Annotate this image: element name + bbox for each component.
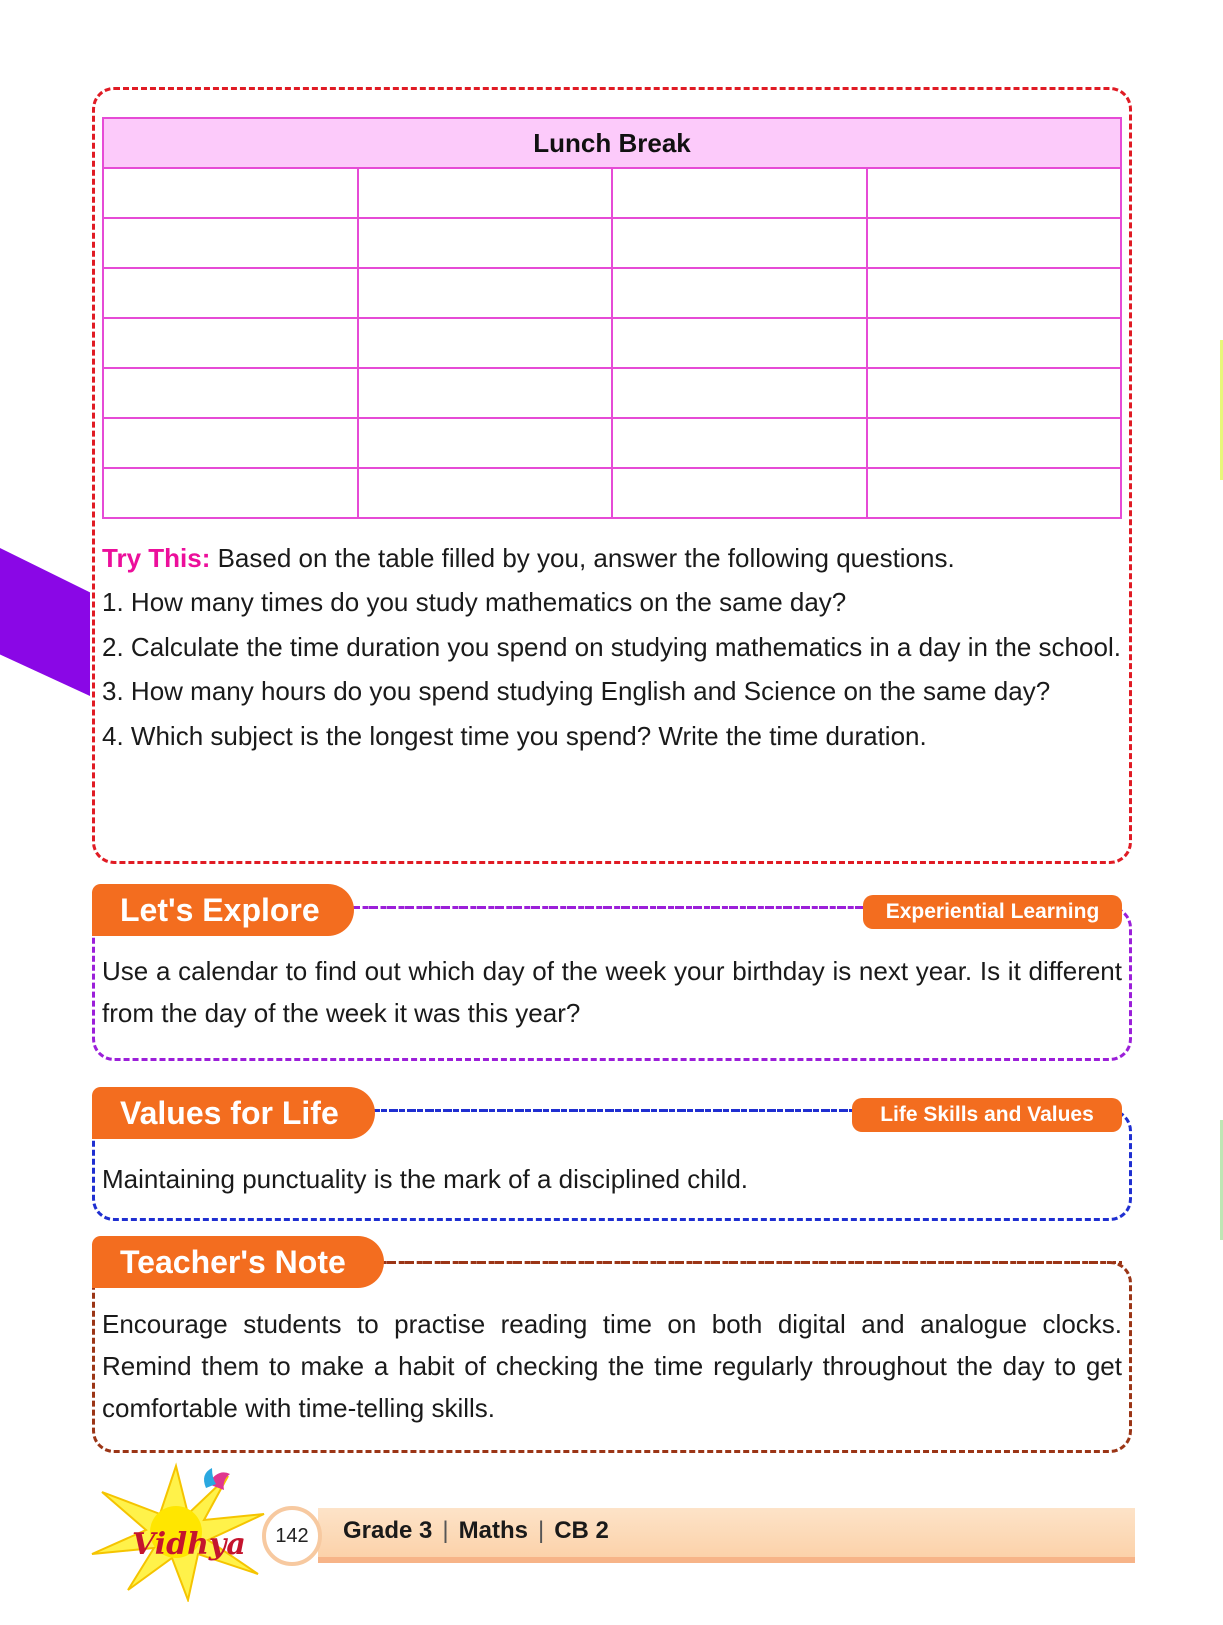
table-cell[interactable] (103, 318, 358, 368)
footer-subject: Maths (458, 1517, 528, 1544)
teachers-note-title: Teacher's Note (92, 1236, 384, 1288)
question-1: 1. How many times do you study mathematics on the same day? (102, 587, 847, 617)
question-4: 4. Which subject is the longest time you spend? Write the time duration. (102, 721, 927, 751)
side-tab-decoration (0, 548, 90, 696)
table-cell[interactable] (358, 368, 613, 418)
table-cell[interactable] (867, 418, 1122, 468)
footer-grade: Grade 3 (343, 1517, 433, 1544)
table-cell[interactable] (103, 468, 358, 518)
table-cell[interactable] (612, 168, 867, 218)
table-cell[interactable] (358, 268, 613, 318)
table-cell[interactable] (103, 218, 358, 268)
vidhya-logo (88, 1462, 268, 1602)
try-this-label: Try This: (102, 543, 211, 573)
table-row (103, 368, 1121, 418)
lets-explore-title: Let's Explore (92, 884, 354, 936)
question-2: 2. Calculate the time duration you spend on studying mathematics in a day in the school. (102, 632, 1121, 662)
timetable-lunch-break (102, 117, 1122, 519)
table-cell[interactable] (358, 218, 613, 268)
page-number: 142 (262, 1506, 322, 1566)
table-header-lunch-break: Lunch Break (103, 118, 1121, 168)
lets-explore-line (350, 906, 870, 909)
table-cell[interactable] (103, 418, 358, 468)
table-cell[interactable] (103, 268, 358, 318)
table-cell[interactable] (103, 368, 358, 418)
table-cell[interactable] (103, 168, 358, 218)
values-for-life-title: Values for Life (92, 1087, 375, 1139)
try-this-intro (102, 536, 1122, 580)
table-row (103, 218, 1121, 268)
table-cell[interactable] (612, 418, 867, 468)
table-cell[interactable] (612, 218, 867, 268)
table-row (103, 418, 1121, 468)
life-skills-tag: Life Skills and Values (852, 1098, 1122, 1132)
table-cell[interactable] (612, 268, 867, 318)
table-cell[interactable] (612, 318, 867, 368)
try-this-questions (102, 536, 1122, 758)
table-cell[interactable] (867, 168, 1122, 218)
experiential-learning-tag: Experiential Learning (863, 895, 1122, 929)
table-cell[interactable] (867, 368, 1122, 418)
table-cell[interactable] (358, 468, 613, 518)
table-cell[interactable] (612, 368, 867, 418)
table-cell[interactable] (612, 468, 867, 518)
table-cell[interactable] (358, 418, 613, 468)
values-for-life-line (372, 1109, 860, 1112)
table-cell[interactable] (358, 168, 613, 218)
footer-book: CB 2 (554, 1517, 609, 1544)
table-cell[interactable] (358, 318, 613, 368)
table-row (103, 168, 1121, 218)
question-3: 3. How many hours do you spend studying English and Science on the same day? (102, 676, 1051, 706)
teachers-note-text: Encourage students to practise reading time on both digital and analogue clocks. Remind them to make a habit of checking the time regularly throughout the day to get comfortable with time-telling skills. (102, 1309, 1122, 1423)
teachers-note-line (382, 1261, 1122, 1264)
table-row (103, 318, 1121, 368)
table-cell[interactable] (867, 218, 1122, 268)
logo-text: Vidhya (132, 1527, 246, 1562)
table-cell[interactable] (867, 318, 1122, 368)
table-row (103, 468, 1121, 518)
try-this-intro-text: Based on the table filled by you, answer the following questions. (210, 543, 955, 573)
values-for-life-text: Maintaining punctuality is the mark of a disciplined child. (102, 1164, 749, 1194)
table-row (103, 268, 1121, 318)
table-cell[interactable] (867, 268, 1122, 318)
footer-text: Grade 3 | Maths | CB 2 (343, 1517, 609, 1544)
table-cell[interactable] (867, 468, 1122, 518)
lets-explore-text: Use a calendar to find out which day of the week your birthday is next year. Is it different from the day of the week it was this year? (102, 956, 1122, 1028)
